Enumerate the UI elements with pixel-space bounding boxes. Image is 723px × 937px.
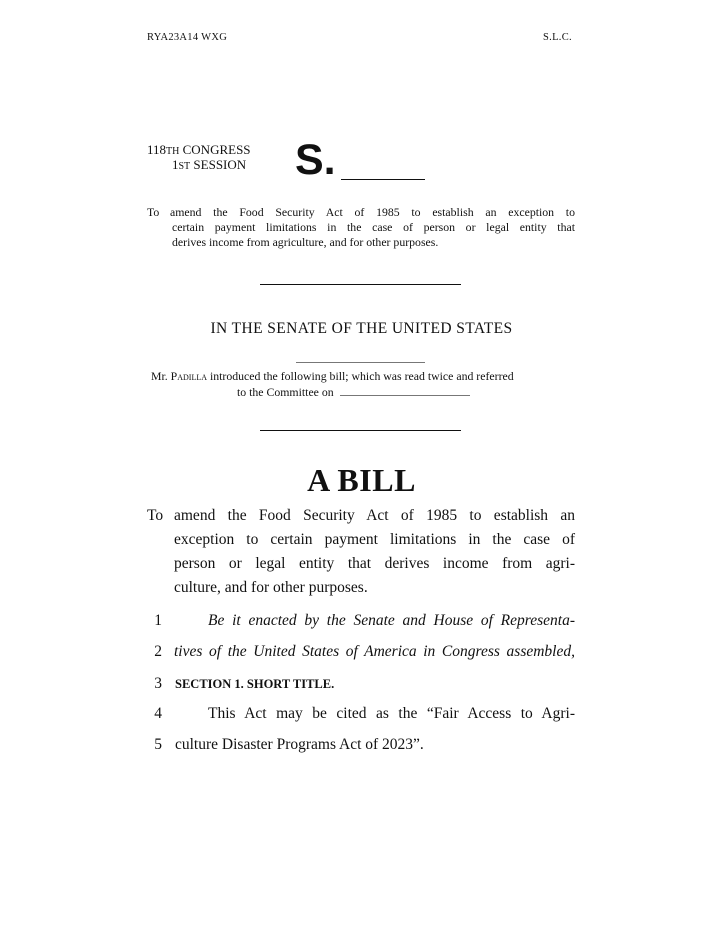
enacting-clause-line-1: Be it enacted by the Senate and House of Representa- — [208, 612, 575, 629]
divider-rule — [260, 284, 461, 285]
intro-prefix: Mr. — [151, 369, 168, 383]
long-title-line-4: culture, and for other purposes. — [174, 579, 368, 596]
cover-title-line-1: amend the Food Security Act of 1985 to establish an exception to — [170, 205, 575, 219]
session-label — [172, 157, 246, 174]
short-title-clause-line-1: This Act may be cited as the “Fair Access to Agri- — [208, 705, 575, 722]
introduction-line-1 — [151, 369, 514, 384]
line-number: 5 — [154, 736, 162, 753]
congress-suffix: TH — [166, 146, 180, 157]
cover-title-line-3: derives income from agriculture, and for other purposes. — [172, 235, 439, 249]
committee-blank — [340, 395, 470, 396]
bill-heading: A BILL — [307, 462, 416, 498]
bill-prefix: S. — [295, 136, 336, 184]
senate-heading: IN THE SENATE OF THE UNITED STATES — [210, 320, 513, 337]
congress-number: 118 — [147, 142, 167, 157]
long-title-lead: To — [147, 507, 164, 524]
cover-title-lead: To — [147, 205, 160, 219]
bill-number-blank — [341, 179, 425, 180]
short-title-clause-line-2: culture Disaster Programs Act of 2023”. — [175, 736, 424, 753]
line-number: 3 — [154, 675, 162, 692]
sponsor-name: Padilla — [170, 369, 208, 383]
document-code: RYA23A14 WXG — [147, 32, 228, 43]
slc-code: S.L.C. — [543, 32, 572, 43]
section-heading: SECTION 1. SHORT TITLE. — [175, 677, 335, 691]
long-title-line-1: amend the Food Security Act of 1985 to establish an — [174, 507, 575, 524]
enacting-clause-line-2: tives of the United States of America in Congress assembled, — [174, 643, 575, 660]
cover-title-line-2: certain payment limitations in the case of person or legal entity that — [172, 220, 575, 234]
line-number: 4 — [154, 705, 162, 722]
line-number: 1 — [154, 612, 162, 629]
introduction-line-2 — [237, 385, 470, 400]
line-number: 2 — [154, 643, 162, 660]
session-suffix: ST — [178, 161, 191, 172]
committee-text: to the Committee on — [237, 385, 334, 399]
long-title-line-3: person or legal entity that derives income from agri- — [174, 555, 575, 572]
intro-text: introduced the following bill; which was read twice and referred — [209, 369, 514, 383]
long-title — [147, 504, 575, 600]
long-title-line-2: exception to certain payment limitations in the case of — [174, 531, 575, 548]
session-number: 1 — [172, 157, 179, 172]
congress-word: CONGRESS — [182, 142, 251, 157]
session-word: SESSION — [193, 157, 247, 172]
date-blank-rule — [296, 362, 425, 363]
divider-rule-2 — [260, 430, 461, 431]
